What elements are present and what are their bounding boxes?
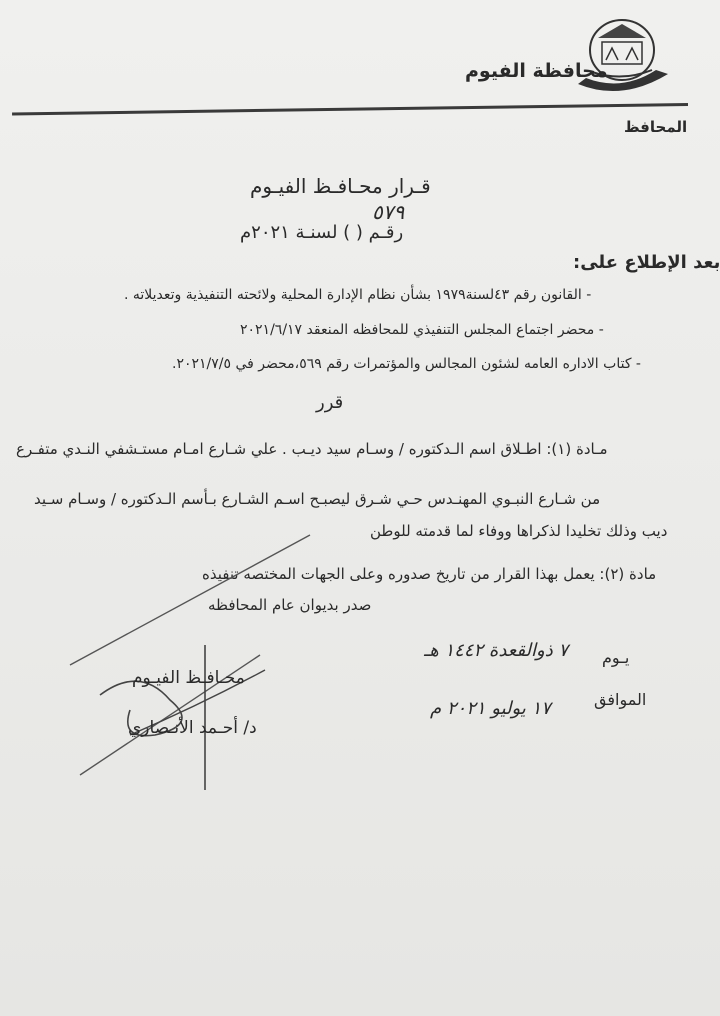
- decision-number-line: رقـم ( ) لسنـة ٢٠٢١م: [240, 222, 404, 243]
- review-item: - محضر اجتماع المجلس التنفيذي للمحافظه المنعقد ٢٠٢١/٦/١٧: [240, 322, 604, 338]
- signatory-name: د/ أحـمد الأنـصاري: [128, 718, 257, 738]
- article-1-line-1: مـادة (١): اطـلاق اسم الـدكتوره / وسـام سيد ديـب . علي شـارع امـام مستـشفي النـدي متفـرع: [16, 440, 608, 458]
- review-item: - القانون رقم ٤٣لسنة١٩٧٩ بشأن نظام الإدارة المحلية ولائحته التنفيذية وتعديلاته .: [124, 287, 592, 303]
- gregorian-date-handwritten: ١٧ يوليو ٢٠٢١ م: [430, 698, 551, 719]
- signature-title: محـافـظ الفيـوم: [132, 668, 245, 688]
- review-item: - كتاب الاداره العامه لشئون المجالس والمؤتمرات رقم ٥٦٩،محضر في ٢٠٢١/٧/٥.: [172, 356, 641, 372]
- decree-heading: قرر: [316, 392, 344, 413]
- day-label: يـوم: [602, 648, 630, 667]
- office-label: المحافظ: [624, 118, 688, 136]
- article-1-line-3: ديب وذلك تخليدا لذكراها ووفاء لما قدمته للوطن: [370, 522, 668, 540]
- header-divider: [12, 103, 688, 115]
- article-1-line-2: من شـارع النبـوي المهنـدس حـي شـرق ليصبـح اسـم الشـارع بـأسم الـدكتوره / وسـام سـيد: [34, 490, 601, 508]
- decision-title: قـرار محـافـظ الفيـوم: [250, 174, 431, 198]
- review-heading: بعد الإطلاع على:: [573, 252, 720, 273]
- agree-label: الموافق: [594, 690, 647, 709]
- handwritten-decision-number: ٥٧٩: [372, 200, 405, 224]
- governorate-emblem-icon: [572, 12, 672, 100]
- governorate-name: محافظة الفيوم: [465, 60, 608, 82]
- hijri-date-handwritten: ٧ ذوالقعدة ١٤٤٢ هـ: [424, 640, 569, 661]
- issued-statement: صدر بديوان عام المحافظه: [208, 596, 372, 614]
- article-2: مادة (٢): يعمل بهذا القرار من تاريخ صدوره وعلى الجهات المختصه تنفيذه: [202, 565, 657, 583]
